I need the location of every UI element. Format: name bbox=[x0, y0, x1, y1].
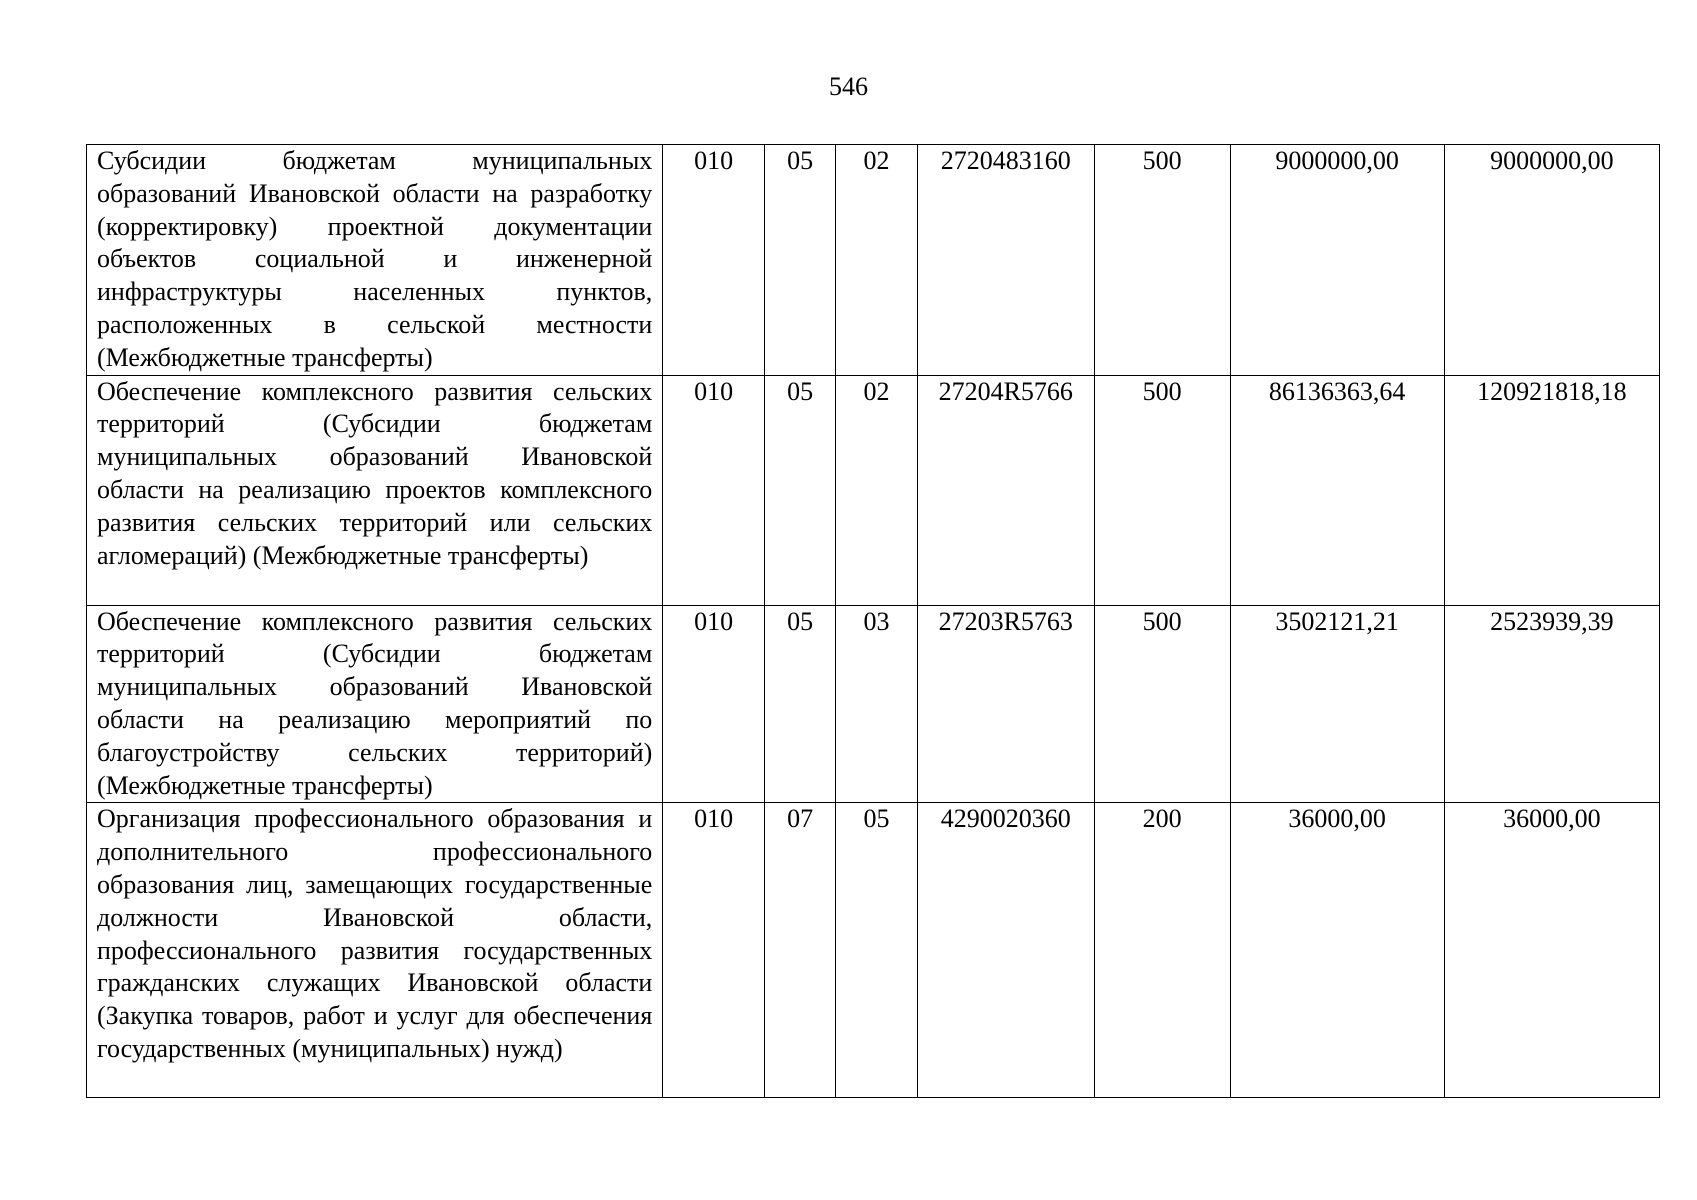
description-cell: Организация профессионального образования и дополнительного профессионального образования лиц, замещающих государственные должности Ивановской области, профессионального развития государственных гражданских служащих Ивановской области (Закупка товаров, работ и услуг для обеспечения государственных (муниципальных) нужд) bbox=[87, 803, 663, 1098]
expense-type-cell: 500 bbox=[1094, 605, 1230, 803]
ministry-code-cell: 010 bbox=[663, 145, 765, 376]
table-row bbox=[87, 605, 1660, 803]
section-code-cell: 05 bbox=[764, 375, 835, 605]
section-code-cell: 05 bbox=[764, 145, 835, 376]
description-cell: Субсидии бюджетам муниципальных образований Ивановской области на разработку (корректировку) проектной документации объектов социальной и инженерной инфраструктуры населенных пунктов, расположенных в сельской местности (Межбюджетные трансферты) bbox=[87, 145, 663, 376]
amount-1-cell: 9000000,00 bbox=[1230, 145, 1444, 376]
amount-1-cell: 36000,00 bbox=[1230, 803, 1444, 1098]
budget-table bbox=[86, 144, 1660, 1098]
subsection-code-cell: 02 bbox=[836, 145, 917, 376]
subsection-code-cell: 02 bbox=[836, 375, 917, 605]
amount-2-cell: 9000000,00 bbox=[1444, 145, 1659, 376]
section-code-cell: 07 bbox=[764, 803, 835, 1098]
target-article-cell: 27203R5763 bbox=[917, 605, 1094, 803]
amount-2-cell: 2523939,39 bbox=[1444, 605, 1659, 803]
target-article-cell: 4290020360 bbox=[917, 803, 1094, 1098]
expense-type-cell: 200 bbox=[1094, 803, 1230, 1098]
description-cell: Обеспечение комплексного развития сельских территорий (Субсидии бюджетам муниципальных образований Ивановской области на реализацию проектов комплексного развития сельских территорий или сельских агломераций) (Межбюджетные трансферты) bbox=[87, 375, 663, 605]
table-row bbox=[87, 145, 1660, 376]
table-row bbox=[87, 803, 1660, 1098]
expense-type-cell: 500 bbox=[1094, 375, 1230, 605]
amount-2-cell: 36000,00 bbox=[1444, 803, 1659, 1098]
target-article-cell: 27204R5766 bbox=[917, 375, 1094, 605]
ministry-code-cell: 010 bbox=[663, 375, 765, 605]
amount-2-cell: 120921818,18 bbox=[1444, 375, 1659, 605]
description-cell: Обеспечение комплексного развития сельских территорий (Субсидии бюджетам муниципальных образований Ивановской области на реализацию мероприятий по благоустройству сельских территорий) (Межбюджетные трансферты) bbox=[87, 605, 663, 803]
ministry-code-cell: 010 bbox=[663, 605, 765, 803]
subsection-code-cell: 03 bbox=[836, 605, 917, 803]
table-row bbox=[87, 375, 1660, 605]
amount-1-cell: 3502121,21 bbox=[1230, 605, 1444, 803]
subsection-code-cell: 05 bbox=[836, 803, 917, 1098]
amount-1-cell: 86136363,64 bbox=[1230, 375, 1444, 605]
section-code-cell: 05 bbox=[764, 605, 835, 803]
page-number: 546 bbox=[829, 72, 868, 101]
ministry-code-cell: 010 bbox=[663, 803, 765, 1098]
expense-type-cell: 500 bbox=[1094, 145, 1230, 376]
target-article-cell: 2720483160 bbox=[917, 145, 1094, 376]
